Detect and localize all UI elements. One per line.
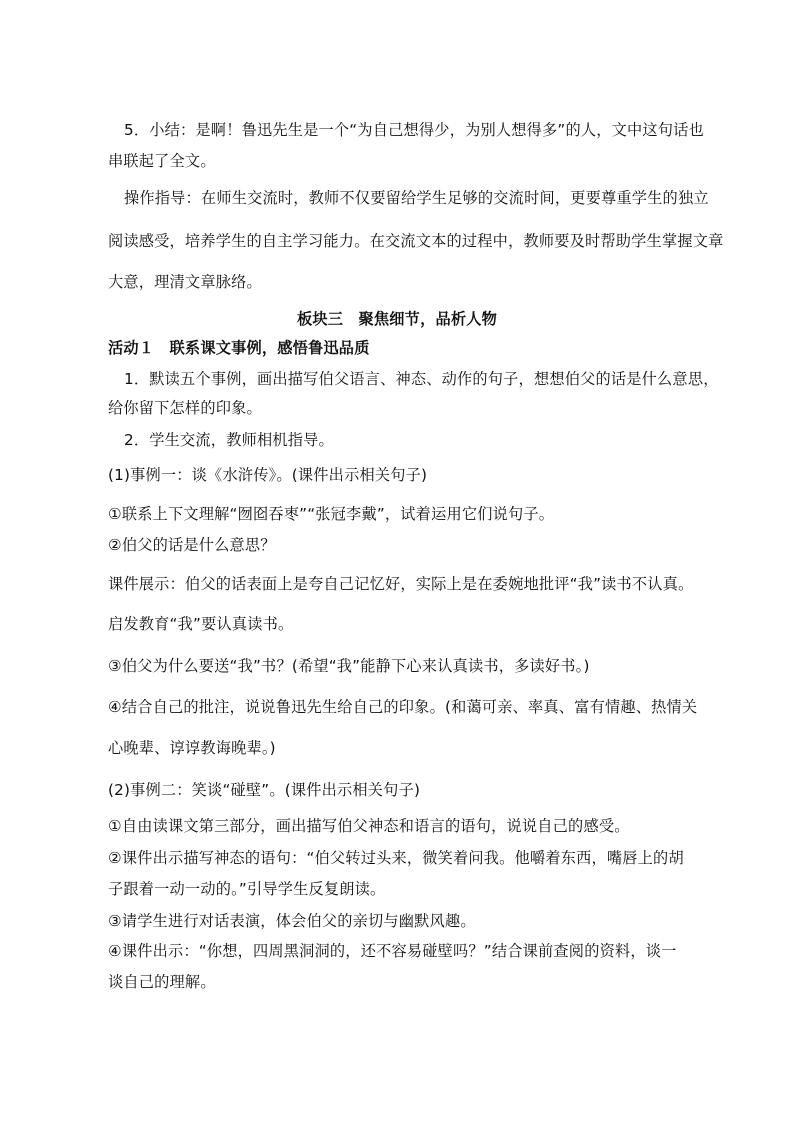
section-heading: 板块三 聚焦细节，品析人物: [296, 310, 498, 328]
example-2-heading: (2)事例二：笑谈“碰壁”。(课件出示相关句子): [108, 781, 421, 799]
guidance-line-2: 阅读感受，培养学生的自主学习能力。在交流文本的过程中，教师要及时帮助学生掌握文章: [108, 232, 724, 250]
summary-line-1: 5．小结：是啊！鲁迅先生是一个“为自己想得少，为别人想得多”的人，文中这句话也: [124, 121, 704, 139]
example-1-item-3: ③伯父为什么要送“我”书？(希望“我”能静下心来认真读书，多读好书。): [108, 657, 590, 675]
example-2-item-4-line-2: 谈自己的理解。: [108, 973, 216, 991]
example-2-item-1: ①自由读课文第三部分，画出描写伯父神态和语言的语句，说说自己的感受。: [108, 817, 630, 835]
example-2-item-2-line-2: 子跟着一动一动的。”引导学生反复朗读。: [108, 880, 386, 898]
step-2-line: 2．学生交流，教师相机指导。: [124, 431, 334, 449]
courseware-line-2: 启发教育“我”要认真读书。: [108, 615, 294, 633]
example-1-heading: (1)事例一：谈《水浒传》。(课件出示相关句子): [108, 466, 428, 484]
guidance-line-3: 大意，理清文章脉络。: [108, 273, 262, 291]
example-2-item-2-line-1: ②课件出示描写神态的语句：“伯父转过头来，微笑着问我。他嚼着东西，嘴唇上的胡: [108, 849, 684, 867]
example-2-item-3: ③请学生进行对话表演，体会伯父的亲切与幽默风趣。: [108, 912, 476, 930]
example-1-item-2: ②伯父的话是什么意思？: [108, 536, 276, 554]
guidance-line-1: 操作指导：在师生交流时，教师不仅要留给学生足够的交流时间，更要尊重学生的独立: [124, 189, 709, 207]
summary-line-2: 串联起了全文。: [108, 152, 216, 170]
example-2-item-4-line-1: ④课件出示：“你想，四周黑洞洞的，还不容易碰壁吗？”结合课前查阅的资料，谈一: [108, 942, 677, 960]
example-1-item-4-line-2: 心晚辈、谆谆教诲晚辈。): [108, 739, 276, 757]
activity-heading: 活动１ 联系课文事例，感悟鲁迅品质: [108, 339, 370, 357]
step-1-line-2: 给你留下怎样的印象。: [108, 399, 262, 417]
courseware-line-1: 课件展示：伯父的话表面上是夸自己记忆好，实际上是在委婉地批评“我”读书不认真。: [108, 575, 694, 593]
example-1-item-4-line-1: ④结合自己的批注，说说鲁迅先生给自己的印象。(和蔼可亲、率真、富有情趣、热情关: [108, 698, 698, 716]
example-1-item-1: ①联系上下文理解“囫囵吞枣”“张冠李戴”，试着运用它们说句子。: [108, 505, 555, 523]
step-1-line-1: 1．默读五个事例，画出描写伯父语言、神态、动作的句子，想想伯父的话是什么意思，: [124, 370, 719, 388]
